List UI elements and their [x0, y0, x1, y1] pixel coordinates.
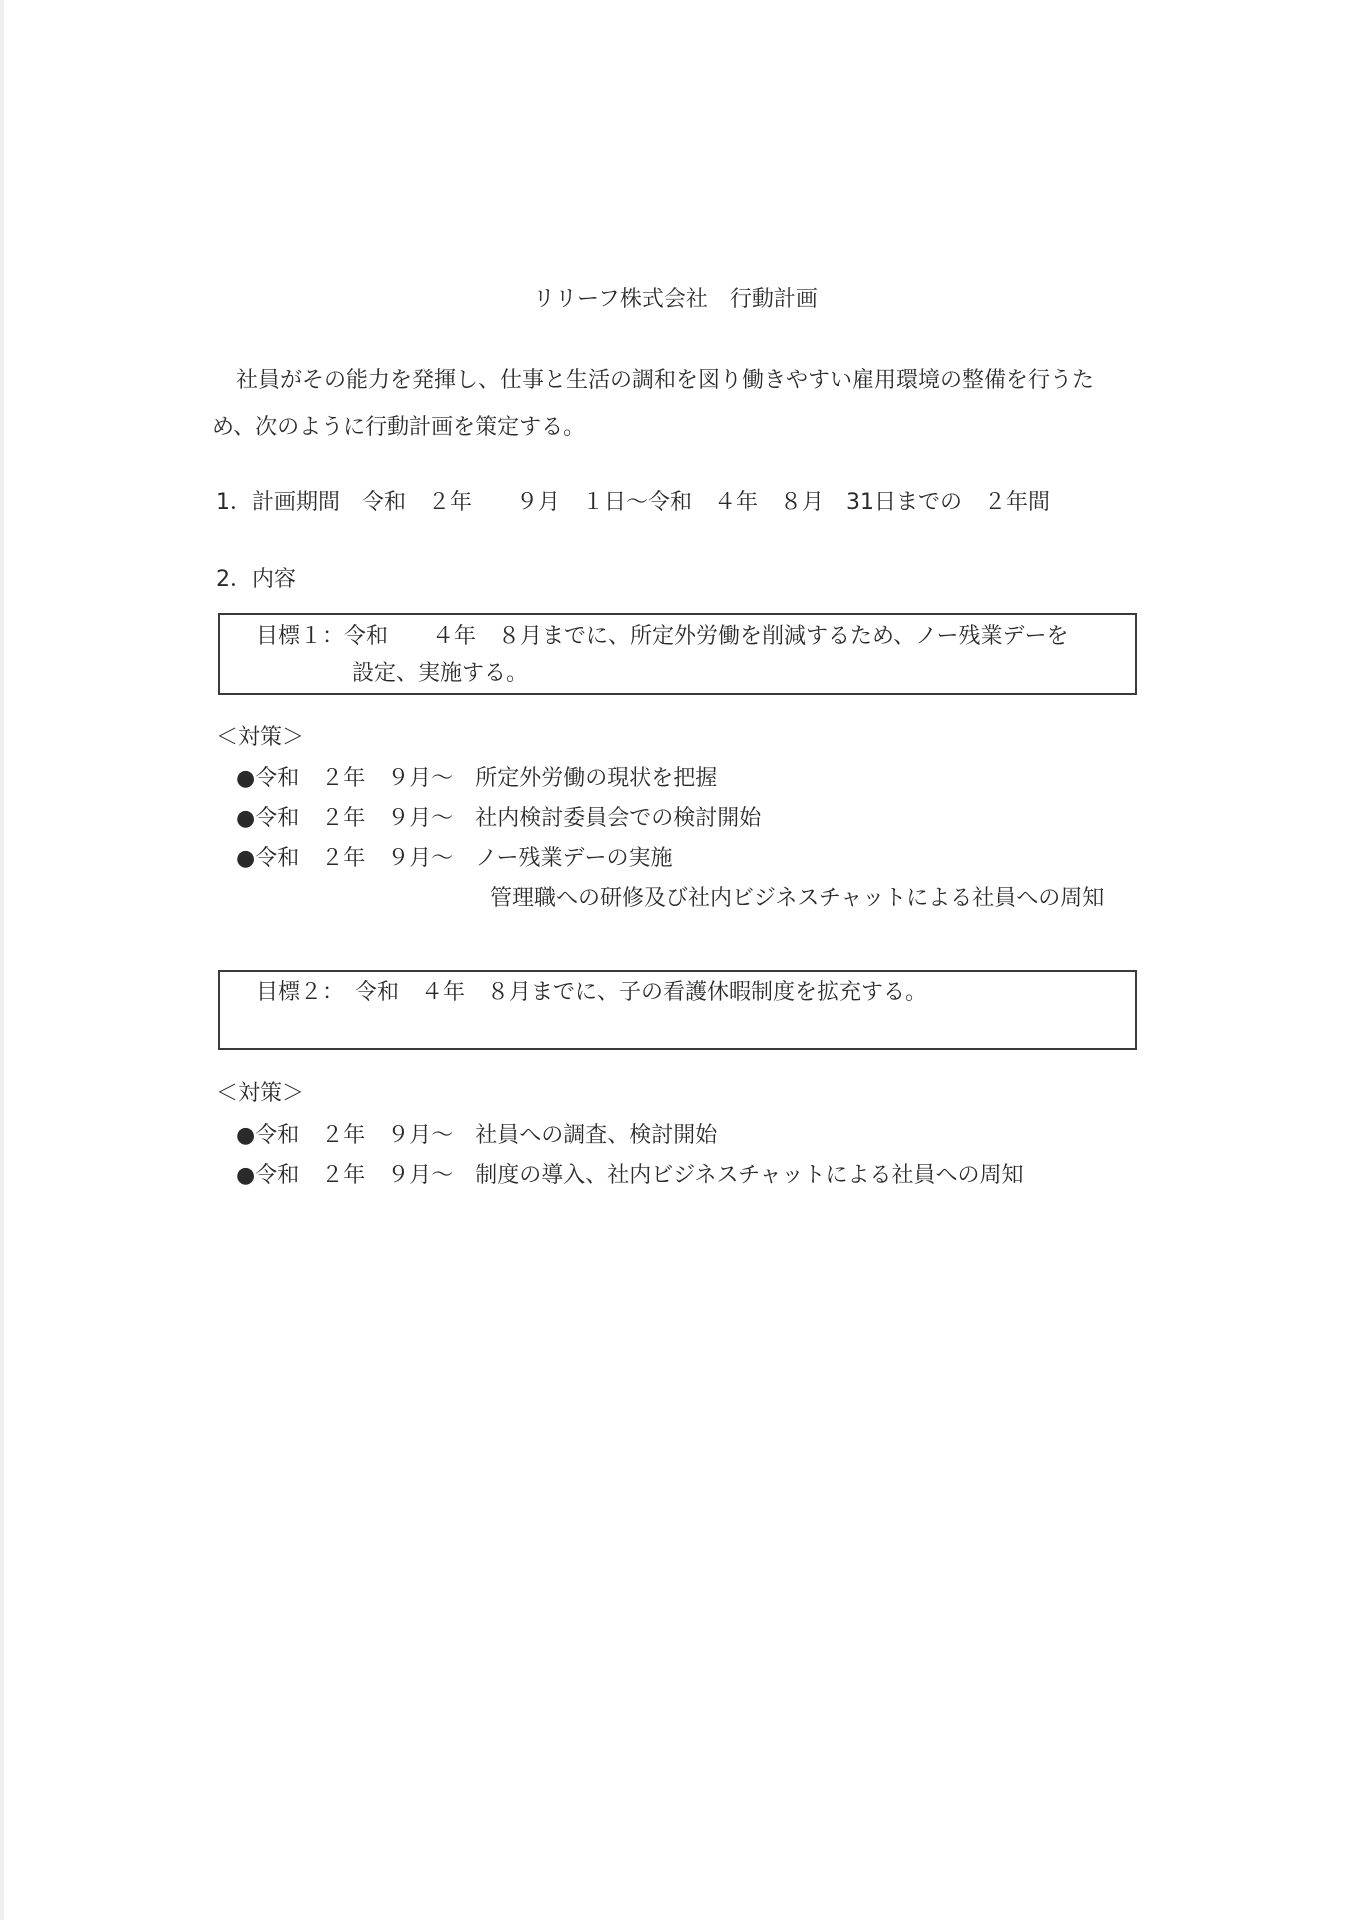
measures2-item-2: ●令和 ２年 ９月～ 制度の導入、社内ビジネスチャットによる社員への周知: [236, 1163, 1024, 1188]
goal2-line: 目標２： 令和 ４年 ８月までに、子の看護休暇制度を拡充する。: [256, 980, 928, 1005]
goal1-line-1: 目標１：令和 ４年 ８月までに、所定外労働を削減するため、ノー残業デーを: [256, 624, 1069, 649]
intro-line-2: め、次のように行動計画を策定する。: [212, 415, 586, 440]
plan-period: 1．計画期間 令和 ２年 ９月 １日～令和 ４年 ８月 31日までの ２年間: [216, 490, 1050, 515]
measures1-item-3-continuation: 管理職への研修及び社内ビジネスチャットによる社員への周知: [490, 886, 1105, 911]
measures2-item-1: ●令和 ２年 ９月～ 社員への調査、検討開始: [236, 1123, 718, 1148]
content-heading: 2．内容: [216, 567, 296, 592]
measures1-item-3: ●令和 ２年 ９月～ ノー残業デーの実施: [236, 846, 673, 871]
measures1-item-1: ●令和 ２年 ９月～ 所定外労働の現状を把握: [236, 766, 718, 791]
measures1-item-2: ●令和 ２年 ９月～ 社内検討委員会での検討開始: [236, 806, 762, 831]
goal1-line-2: 設定、実施する。: [352, 661, 529, 686]
document-title: リリーフ株式会社 行動計画: [533, 287, 818, 312]
measures2-heading: ＜対策＞: [216, 1081, 305, 1106]
scan-edge: [0, 0, 4, 1920]
intro-line-1: 社員がその能力を発揮し、仕事と生活の調和を図り働きやすい雇用環境の整備を行うた: [236, 368, 1095, 393]
measures1-heading: ＜対策＞: [216, 725, 305, 750]
